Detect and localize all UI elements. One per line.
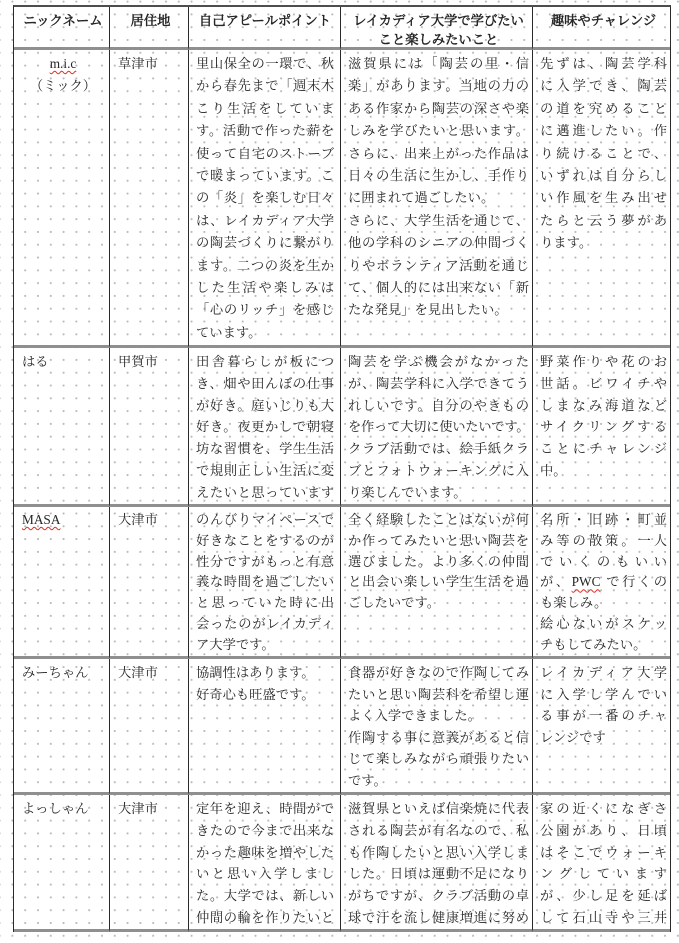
text-segment: に囲まれて過ごしたい。 <box>348 190 495 206</box>
text-line <box>196 635 334 656</box>
text-line <box>118 510 183 531</box>
text-line <box>196 820 334 842</box>
text-line <box>196 53 334 75</box>
text-line <box>348 684 529 706</box>
text-line <box>196 255 334 277</box>
nickname-cell <box>14 348 110 507</box>
text-segment: 野菜作りや花のお <box>540 354 667 369</box>
text-line <box>22 75 104 97</box>
text-line <box>540 907 667 929</box>
text-line <box>196 531 334 552</box>
header-cell-self-appeal: 自己アピールポイント <box>189 7 341 50</box>
text-line <box>348 395 529 417</box>
text-line <box>196 395 334 417</box>
text-line <box>22 53 104 75</box>
residence-cell <box>110 50 189 348</box>
text-segment: は、レイカディア大学 <box>196 212 334 228</box>
text-line <box>540 98 667 120</box>
residence-cell <box>110 507 189 659</box>
nickname-cell <box>14 507 110 659</box>
header-cell-hobby-challenge: 趣味やチャレンジ <box>533 7 670 50</box>
text-segment: （ミック） <box>29 78 97 94</box>
text-line <box>540 210 667 232</box>
text-segment: で暖まっています。こ <box>196 168 334 184</box>
text-line <box>540 614 667 635</box>
text-segment: 性分ですがもっと有意 <box>196 553 334 569</box>
text-segment: かった趣味を増やした <box>196 844 334 860</box>
residence-cell <box>110 795 189 932</box>
text-segment: から春先まで「週末木 <box>196 78 334 94</box>
text-line <box>196 907 334 929</box>
text-segment: 好きなことをするのが <box>196 532 334 548</box>
text-line <box>540 460 667 482</box>
text-segment: たいと思い陶芸科を希望し運 <box>348 686 529 702</box>
text-segment: たな発見」を見出したい。 <box>348 302 508 318</box>
text-line <box>540 635 667 656</box>
text-line <box>540 187 667 209</box>
text-segment: 義な時間を過ごしたい <box>196 574 334 590</box>
text-segment: ア大学です。 <box>196 636 275 652</box>
text-line <box>348 75 529 97</box>
text-segment: はそこでウォーキ <box>540 844 667 860</box>
text-segment: 草津市 <box>118 56 158 71</box>
text-line <box>22 510 104 531</box>
text-line <box>196 552 334 573</box>
text-segment: れしいです。自分のやきもの <box>348 397 529 413</box>
text-line <box>348 373 529 395</box>
text-line <box>540 438 667 460</box>
text-segment: の「炎」を楽しむ日々 <box>196 190 334 206</box>
text-line <box>348 662 529 684</box>
text-segment: じて楽しみながら頑張りたい <box>348 751 529 767</box>
text-segment: 食器が好きなので作陶してみ <box>348 665 529 680</box>
learn-enjoy-cell <box>341 348 533 507</box>
text-line <box>348 351 529 373</box>
text-line <box>348 770 529 792</box>
text-line <box>540 593 667 614</box>
learn-enjoy-cell <box>341 507 533 659</box>
text-segment: レンジです <box>540 729 606 745</box>
text-line <box>196 351 334 373</box>
text-line <box>196 482 334 504</box>
text-segment: ブとフォトウォーキングに入 <box>348 462 529 478</box>
text-line <box>348 143 529 165</box>
text-line <box>196 798 334 820</box>
text-segment: たらと云う夢があ <box>540 212 667 228</box>
text-line <box>118 351 183 373</box>
text-segment: 滋賀県には「陶芸の里・信 <box>348 56 529 71</box>
text-segment: る事が一番のチャ <box>540 708 667 724</box>
text-segment: も作陶したいと思い入学しま <box>348 844 529 860</box>
text-segment: こり生活をしていま <box>196 100 334 116</box>
text-line <box>196 863 334 885</box>
hobby-challenge-cell <box>533 507 670 659</box>
text-segment: 大津市 <box>118 665 158 680</box>
roster-table <box>13 5 671 932</box>
text-line <box>540 53 667 75</box>
text-line <box>348 531 529 552</box>
text-segment: を作って大切に使いたいです。 <box>348 419 529 435</box>
text-segment: 甲賀市 <box>118 354 158 369</box>
text-segment: 全く経験したことはないが何 <box>348 512 529 527</box>
text-segment: り楽しんでいます。 <box>348 484 467 500</box>
text-segment: す。活動で作った薪を <box>196 123 334 139</box>
learn-enjoy-cell <box>341 795 533 932</box>
text-segment: 陶芸を学ぶ機会がなかった <box>348 354 529 369</box>
text-segment: いと思い入学しまし <box>196 866 334 882</box>
text-segment: いずれは自分らし <box>540 168 667 184</box>
text-line <box>348 705 529 727</box>
text-line <box>118 798 183 820</box>
text-segment: が、陶芸学科に入学できてう <box>348 375 529 391</box>
text-line <box>348 165 529 187</box>
text-segment: ります。 <box>540 235 593 251</box>
text-line <box>196 373 334 395</box>
text-segment: ことにチャレンジ <box>540 441 667 457</box>
text-segment: が、 <box>540 574 572 590</box>
text-segment: き、畑や田んぼの仕事 <box>196 375 334 391</box>
text-line <box>348 552 529 573</box>
text-segment: 家の近くになぎさ <box>540 801 667 816</box>
text-segment: に邁進したい。作 <box>540 123 667 139</box>
hobby-challenge-cell <box>533 348 670 507</box>
text-segment: チもしてみたい。 <box>540 636 647 652</box>
text-segment: で行くの <box>600 574 668 590</box>
text-line <box>348 885 529 907</box>
text-segment: と出会い楽しい学生生活を過 <box>348 574 529 590</box>
text-line <box>196 98 334 120</box>
text-segment: の陶芸づくりに繋がり <box>196 235 334 251</box>
text-segment: に入学し学んでい <box>540 686 667 702</box>
text-segment: 大津市 <box>118 512 158 527</box>
text-segment: 絵心ないがスケッ <box>540 615 667 631</box>
nickname-cell <box>14 50 110 348</box>
hobby-challenge-cell <box>533 50 670 348</box>
text-line <box>348 748 529 770</box>
text-segment: 使って自宅のストーブ <box>196 145 334 161</box>
text-segment: 会ったのがレイカディ <box>196 615 334 631</box>
text-segment: み等の散策。一人 <box>540 532 667 548</box>
text-line <box>348 863 529 885</box>
text-line <box>348 820 529 842</box>
text-segment: 球で汗を流し健康増進に努め <box>348 909 529 925</box>
text-line <box>540 684 667 706</box>
text-line <box>196 277 334 299</box>
text-line <box>348 299 529 321</box>
text-line <box>196 842 334 864</box>
text-line <box>196 165 334 187</box>
text-segment: 好き。夜更かしで朝寝 <box>196 419 334 435</box>
text-line <box>540 885 667 907</box>
text-segment: 楽」があります。当地の力の <box>348 78 529 94</box>
text-segment: が、少し足を延ば <box>540 888 667 904</box>
text-segment: さらに、出来上がった作品は <box>348 145 529 161</box>
text-line <box>348 187 529 209</box>
text-line <box>196 614 334 635</box>
learn-enjoy-cell <box>341 50 533 348</box>
text-segment: が好き。庭いじりも大 <box>196 397 334 413</box>
text-line <box>540 232 667 254</box>
text-segment: 中。 <box>540 462 567 478</box>
self-appeal-cell <box>189 348 341 507</box>
text-line <box>540 143 667 165</box>
text-line <box>196 510 334 531</box>
text-segment: 仲間の輪を作りたいと <box>196 909 334 925</box>
self-appeal-cell <box>189 50 341 348</box>
text-line <box>540 820 667 842</box>
text-segment: か作ってみたいと思い陶芸を <box>348 532 529 548</box>
text-line <box>22 351 104 373</box>
text-line <box>196 593 334 614</box>
text-segment: 日々の生活に生かし、手作り <box>348 168 529 184</box>
text-segment: 協調性はあります。 <box>196 665 315 680</box>
text-segment: に入学でき、陶芸 <box>540 78 667 94</box>
text-line <box>348 232 529 254</box>
nickname-cell <box>14 795 110 932</box>
text-line <box>540 120 667 142</box>
text-line <box>348 120 529 142</box>
text-segment: えたいと思っています <box>196 484 334 500</box>
text-line <box>22 798 104 820</box>
text-line <box>196 322 334 344</box>
text-line <box>348 593 529 614</box>
text-line <box>348 98 529 120</box>
text-segment: 里山保全の一環で、秋 <box>196 56 334 71</box>
text-segment: よく入学できました。 <box>348 708 481 724</box>
text-line <box>348 798 529 820</box>
text-segment: 作陶する事に意義があると信 <box>348 729 529 745</box>
text-line <box>196 120 334 142</box>
text-line <box>22 662 104 684</box>
text-line <box>196 75 334 97</box>
text-segment: 世話。ビワイチや <box>540 375 667 391</box>
text-line <box>540 863 667 885</box>
text-line <box>348 907 529 929</box>
text-segment: した。日頃は運動不足になり <box>348 866 529 882</box>
nickname-cell <box>14 659 110 795</box>
text-line <box>348 482 529 504</box>
text-segment: のんびりマイペースで <box>196 512 334 527</box>
text-line <box>540 798 667 820</box>
spellcheck-underlined-word: m.i.c <box>49 56 77 71</box>
text-segment: サイクリングする <box>540 419 667 435</box>
text-segment: 定年を迎え、時間がで <box>196 801 334 816</box>
text-segment: 好奇心も旺盛です。 <box>196 686 315 702</box>
header-cell-learn-enjoy: レイカディア大学で学びたいこと楽しみたいこと <box>341 7 533 50</box>
text-segment: 坊な習慣を、学生生活 <box>196 441 334 457</box>
text-line <box>118 662 183 684</box>
text-line <box>540 395 667 417</box>
text-segment: 選びました。より多くの仲間 <box>348 553 529 569</box>
text-line <box>540 75 667 97</box>
text-line <box>196 299 334 321</box>
text-segment: 「心のリッチ」を感じ <box>196 302 334 318</box>
text-segment: ごしたいです。 <box>348 595 441 611</box>
text-line <box>348 210 529 232</box>
text-segment: で規則正しい生活に変 <box>196 462 334 478</box>
text-segment: さらに、大学生活を通じて、 <box>348 212 529 228</box>
text-segment: はる <box>22 354 49 369</box>
text-line <box>540 510 667 531</box>
header-cell-nickname: ニックネーム <box>14 7 110 50</box>
text-line <box>348 416 529 438</box>
text-line <box>540 727 667 749</box>
self-appeal-cell <box>189 795 341 932</box>
text-segment: 他の学科のシニアの仲間づく <box>348 235 529 251</box>
text-line <box>196 143 334 165</box>
text-line <box>196 885 334 907</box>
text-segment: しまなみ海道など <box>540 397 667 413</box>
text-line <box>348 255 529 277</box>
text-line <box>540 416 667 438</box>
text-segment: りやボランティア活動を通じ <box>348 257 529 273</box>
learn-enjoy-cell <box>341 659 533 795</box>
text-segment: の道を究めること <box>540 100 667 116</box>
text-segment: 名所・旧跡・町並 <box>540 512 667 527</box>
residence-cell <box>110 348 189 507</box>
text-line <box>348 727 529 749</box>
text-segment: 滋賀県といえば信楽焼に代表 <box>348 801 529 816</box>
spellcheck-underlined-word: MASA <box>22 512 61 527</box>
text-line <box>348 460 529 482</box>
text-segment: ングしています <box>540 866 667 882</box>
text-segment: でいくのもいい <box>540 553 667 569</box>
text-line <box>348 53 529 75</box>
text-segment: と思っていた時に出 <box>196 595 334 611</box>
text-line <box>348 510 529 531</box>
text-line <box>196 662 334 684</box>
text-line <box>540 165 667 187</box>
text-line <box>118 53 183 75</box>
text-segment: しみを学びたいと思います。 <box>348 123 529 139</box>
text-segment: て、個人的には出来ない「新 <box>348 280 529 296</box>
text-line <box>540 705 667 727</box>
text-line <box>540 572 667 593</box>
text-line <box>348 842 529 864</box>
hobby-challenge-cell <box>533 659 670 795</box>
text-line <box>540 373 667 395</box>
self-appeal-cell <box>189 507 341 659</box>
self-appeal-cell <box>189 659 341 795</box>
text-line <box>196 438 334 460</box>
text-line <box>196 232 334 254</box>
text-line <box>348 572 529 593</box>
text-segment: ます。二つの炎を生か <box>196 257 334 273</box>
text-segment: レイカディア大学 <box>540 665 667 680</box>
text-segment: です。 <box>348 772 387 788</box>
text-segment: も楽しみ。 <box>540 595 608 611</box>
text-segment: ある作家から陶芸の深さや楽 <box>348 100 529 116</box>
text-segment: り続けることで、 <box>540 145 667 161</box>
text-segment: がちですが、クラブ活動の卓 <box>348 888 529 904</box>
text-segment: 先ずは、陶芸学科 <box>540 56 667 71</box>
text-segment: みーちゃん <box>22 665 89 680</box>
header-cell-residence: 居住地 <box>110 7 189 50</box>
text-line <box>196 684 334 706</box>
text-line <box>196 460 334 482</box>
text-segment: 大津市 <box>118 801 158 816</box>
text-segment: た。大学では、新しい <box>196 888 334 904</box>
text-line <box>540 531 667 552</box>
text-line <box>348 277 529 299</box>
text-line <box>196 572 334 593</box>
text-segment: い作風を生み出せ <box>540 190 667 206</box>
text-segment: よっしゃん <box>22 801 89 816</box>
text-segment: した生活や楽しみは <box>196 280 334 296</box>
text-segment: ています。 <box>196 324 262 340</box>
residence-cell <box>110 659 189 795</box>
text-line <box>196 187 334 209</box>
text-segment: して石山寺や三井 <box>540 909 667 925</box>
text-segment: 公園があり、日頃 <box>540 822 667 838</box>
text-line <box>540 842 667 864</box>
text-segment: きたので今まで出来な <box>196 822 334 838</box>
hobby-challenge-cell <box>533 795 670 932</box>
text-line <box>540 662 667 684</box>
text-line <box>348 438 529 460</box>
text-segment: クラブ活動では、絵手紙クラ <box>348 441 529 457</box>
text-segment: される陶芸が有名なので、私 <box>348 822 529 838</box>
text-line <box>196 416 334 438</box>
text-segment: 田舎暮らしが板につ <box>196 354 334 369</box>
text-line <box>540 552 667 573</box>
text-line <box>196 210 334 232</box>
spellcheck-underlined-word: PWC <box>571 574 601 590</box>
text-line <box>540 351 667 373</box>
